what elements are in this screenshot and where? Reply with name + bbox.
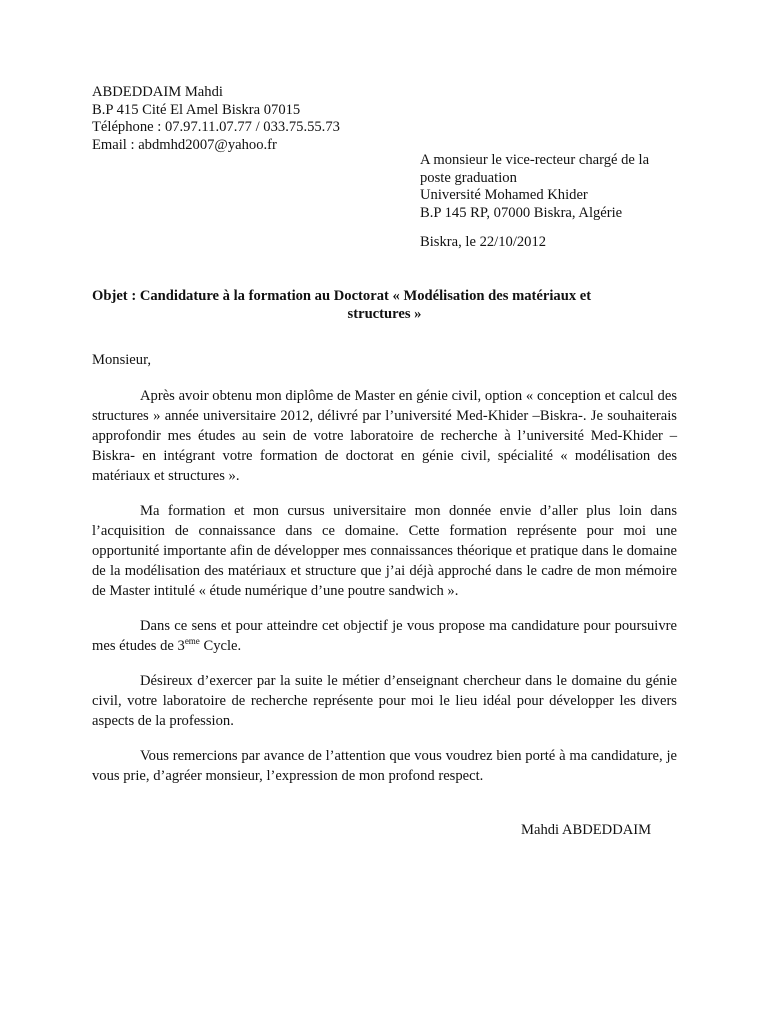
sender-block <box>92 84 340 154</box>
salutation: Monsieur, <box>92 352 152 368</box>
paragraph-3 <box>92 616 677 656</box>
recipient-line: poste graduation <box>420 169 517 186</box>
subject-line <box>92 288 677 323</box>
sender-email: Email : abdmhd2007@yahoo.fr <box>92 136 277 153</box>
recipient-line: Université Mohamed Khider <box>420 187 588 204</box>
paragraph-3-end: Cycle. <box>199 638 242 654</box>
sender-name: ABDEDDAIM Mahdi <box>92 84 223 100</box>
sender-address: B.P 415 Cité El Amel Biskra 07015 <box>92 101 301 118</box>
paragraph-2: Ma formation et mon cursus universitaire mon donnée envie d’aller plus loin dans l’acquisition de connaissance dans ce domaine. Cette formation représente pour moi une opportunité importante afin de développer mes connaissances théorique et pratique dans le domaine de la modélisation des matériaux et structure que j’ai déjà approché dans le cadre de mon mémoire de Master intitulé « étude numérique d’une poutre sandwich ». <box>92 503 677 599</box>
paragraph-3-text: Dans ce sens et pour atteindre cet objectif je vous propose ma candidature pour poursuivre mes études de 3 <box>92 618 677 654</box>
letter-body <box>92 386 677 801</box>
recipient-line: B.P 145 RP, 07000 Biskra, Algérie <box>420 204 623 221</box>
recipient-line: A monsieur le vice-recteur chargé de la <box>420 152 650 168</box>
paragraph-4: Désireux d’exercer par la suite le métier d’enseignant chercheur dans le domaine du génie civil, votre laboratoire de recherche représente pour moi le lieu idéal pour développer les divers aspects de la profession. <box>92 673 677 729</box>
ordinal-superscript: eme <box>184 636 200 646</box>
subject-line-1: Objet : Candidature à la formation au Doctorat « Modélisation des matériaux et <box>92 288 592 304</box>
signature-name: Mahdi ABDEDDAIM <box>521 822 652 838</box>
subject-line-2: structures » <box>347 305 422 322</box>
letter-date: Biskra, le 22/10/2012 <box>420 234 547 250</box>
recipient-block <box>420 152 649 222</box>
paragraph-5: Vous remercions par avance de l’attention que vous voudrez bien porté à ma candidature, je vous prie, d’agréer monsieur, l’expression de mon profond respect. <box>92 748 677 784</box>
paragraph-1: Après avoir obtenu mon diplôme de Master en génie civil, option « conception et calcul des structures » année universitaire 2012, délivré par l’université Med-Khider –Biskra-. Je souhaiterais approfondir mes études au sein de votre laboratoire de recherche à l’université Med-Khider –Biskra- en intégrant votre formation de doctorat en génie civil, spécialité « modélisation des matériaux et structures ». <box>92 388 677 484</box>
sender-phone: Téléphone : 07.97.11.07.77 / 033.75.55.73 <box>92 119 340 136</box>
